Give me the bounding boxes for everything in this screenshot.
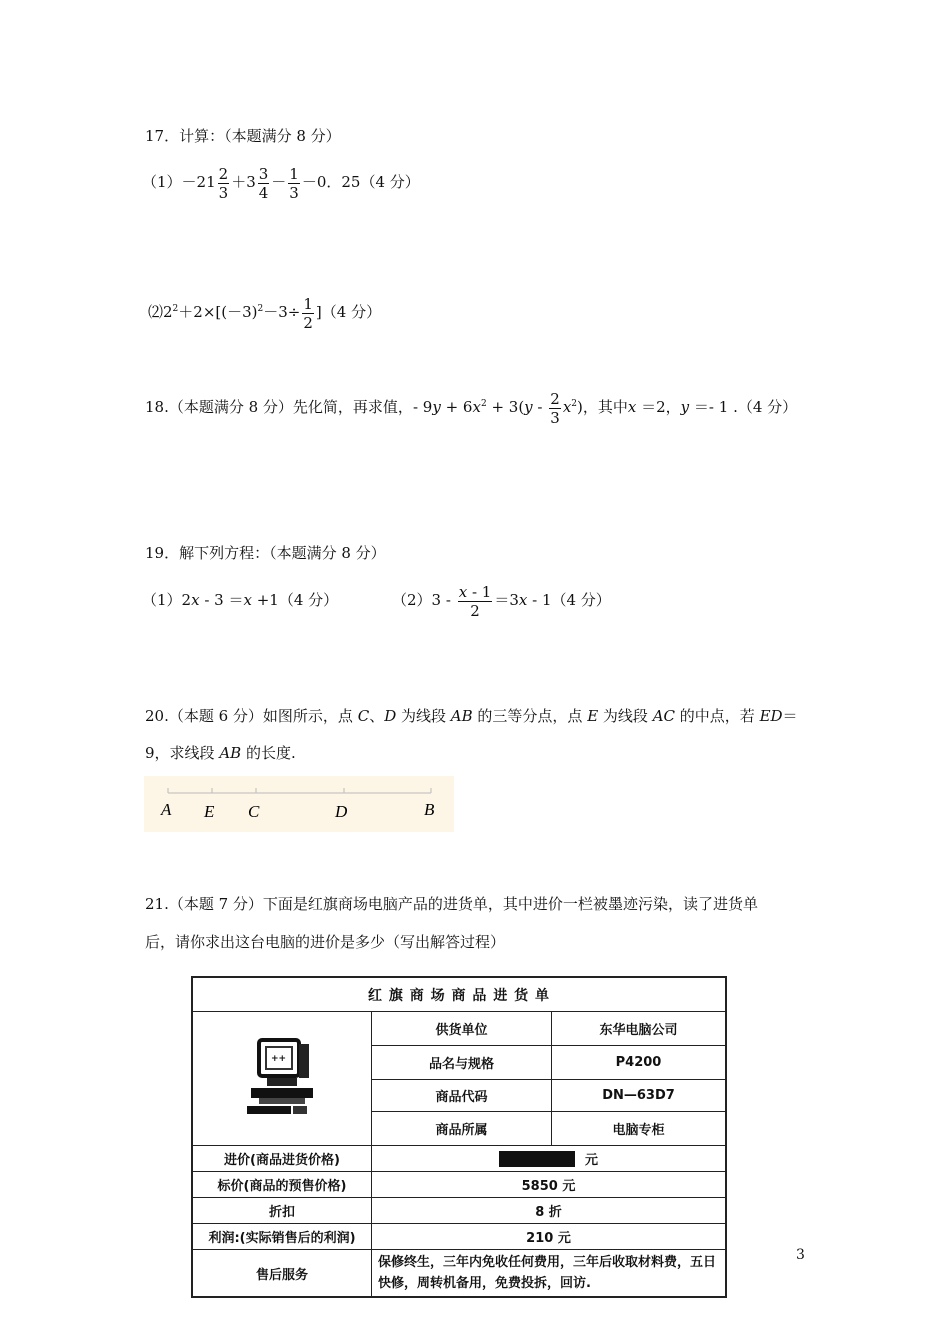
q19-p2-c: - 1（4 分） — [527, 591, 611, 609]
receipt-table — [191, 976, 727, 1298]
q18-e1: - 9 — [412, 398, 433, 416]
receipt-row-discount — [193, 1197, 725, 1223]
q17-p2-exp2: 2 — [257, 304, 264, 314]
q18-fraction: $\frac{2}{3}$ — [550, 389, 560, 427]
q18-mid: ，其中 — [582, 398, 628, 416]
price-value — [371, 1146, 725, 1171]
receipt-row-code — [372, 1079, 725, 1112]
receipt-row-price — [193, 1145, 725, 1171]
q17-fraction-1: $\frac{2}{3}$ — [218, 164, 229, 202]
q17-p2-suffix: ]（4 分） — [315, 303, 382, 321]
model-value: P4200 — [551, 1046, 725, 1079]
code-label: 商品代码 — [435, 1089, 488, 1105]
q20-line1 — [145, 706, 798, 726]
supplier-value: 东华电脑公司 — [551, 1012, 725, 1045]
q20-seg-ed: ED — [759, 707, 783, 725]
q18-y-val: ＝- 1 .（4 分） — [689, 398, 798, 416]
q18-exp2: 2 — [571, 399, 578, 409]
discount-label: 折扣 — [268, 1205, 295, 1220]
q20-point-e: E — [587, 707, 599, 725]
q19-p1-c: +1（4 分） — [251, 591, 339, 609]
label-e: E — [204, 802, 215, 821]
label-d: D — [335, 802, 348, 821]
receipt-row-model — [372, 1045, 725, 1079]
service-value — [371, 1250, 725, 1296]
q19-p1-x: x — [191, 591, 200, 609]
q19-p1-a: （1）2 — [142, 591, 192, 609]
receipt-title-row — [193, 978, 725, 1011]
q17-p1-prefix: （1）－21 — [142, 173, 216, 191]
q18-e2: + 6 — [440, 398, 473, 416]
category-value: 电脑专柜 — [551, 1112, 725, 1145]
label-b: B — [424, 800, 435, 819]
model-label: 品名与规格 — [428, 1056, 494, 1072]
q20-l1-f: ＝ — [782, 707, 798, 725]
receipt-detail-grid — [371, 1012, 725, 1145]
svg-text:++: ++ — [271, 1053, 287, 1064]
q19-p1-b: - 3 ＝ — [199, 591, 244, 609]
service-line1: 保修终生，三年内免收任何费用，三年后收取材料费，五日 — [378, 1255, 717, 1270]
q18-e3: + 3( — [486, 398, 525, 416]
receipt-row-profit — [193, 1223, 725, 1249]
ink-stain — [499, 1151, 575, 1167]
q17-p2-fraction: $\frac{1}{2}$ — [303, 294, 313, 332]
receipt-row-service — [193, 1249, 725, 1296]
q18-e5: ) — [577, 398, 583, 416]
q19-p2-a: （2）3 - — [392, 591, 456, 609]
q17-fraction-2: $\frac{3}{4}$ — [258, 164, 269, 202]
q17-title: 17．计算：（本题满分 8 分） — [145, 127, 341, 145]
q20-l2-a: 9，求线段 — [145, 744, 220, 762]
q20-l1-e: 的中点，若 — [675, 707, 760, 725]
q20-seg-ac: AC — [652, 707, 676, 725]
q20-point-d: D — [384, 707, 397, 725]
q19-fraction: $\frac{x - 1}{2}$ — [458, 582, 492, 620]
discount-value: 8 折 — [371, 1198, 725, 1223]
price-label: 进价(商品进货价格) — [224, 1153, 340, 1168]
computer-icon — [237, 1034, 327, 1124]
price-unit: 元 — [584, 1153, 598, 1168]
q17-part1 — [142, 163, 420, 202]
q18-var-y2: y — [524, 398, 533, 416]
q19-p2-b: ＝3 — [494, 591, 519, 609]
computer-image-cell — [193, 1012, 371, 1145]
q19-p1-x2: x — [243, 591, 252, 609]
q20-sep: 、 — [369, 707, 385, 725]
label-a: A — [161, 800, 172, 819]
q20-l1-d: 为线段 — [598, 707, 653, 725]
q18-var-x2: x — [562, 398, 572, 416]
label-c: C — [248, 802, 260, 821]
segment-diagram — [144, 776, 454, 832]
q18-y-var: y — [680, 398, 690, 416]
receipt-row-category — [372, 1111, 725, 1145]
q18-x-val: ＝2， — [636, 398, 681, 416]
q20-l1-c: 的三等分点，点 — [472, 707, 588, 725]
q17-p2-mid2: －3÷ — [263, 303, 301, 321]
q18-e4: - — [532, 398, 548, 416]
q17-p2-prefix: ⑵2 — [148, 303, 173, 321]
q19-part1 — [142, 581, 338, 619]
service-line2: 快修，周转机备用，免费投拆，回访. — [378, 1276, 591, 1291]
q20-line2 — [145, 743, 296, 763]
q20-point-c: C — [357, 707, 370, 725]
receipt-info-block — [193, 1011, 725, 1145]
q17-p2-exp1: 2 — [172, 304, 179, 314]
q17-part2 — [148, 290, 381, 332]
q17-p1-op1: ＋3 — [231, 173, 256, 191]
receipt-title: 红 旗 商 场 商 品 进 货 单 — [368, 987, 550, 1004]
q18-var-y: y — [432, 398, 441, 416]
q20-l1-a: 20.（本题 6 分）如图所示，点 — [145, 707, 358, 725]
q17-p2-mid: ＋2×[(－3) — [178, 303, 258, 321]
tag-label: 标价(商品的预售价格) — [217, 1179, 347, 1194]
category-label: 商品所属 — [435, 1123, 488, 1139]
service-label: 售后服务 — [255, 1267, 308, 1283]
tag-value: 5850 元 — [371, 1172, 725, 1197]
q18-exp: 2 — [480, 399, 487, 409]
code-value: DN—63D7 — [551, 1080, 725, 1112]
q21-line1: 21.（本题 7 分）下面是红旗商场电脑产品的进货单，其中进价一栏被墨迹污染，读了进货单 — [145, 895, 758, 913]
profit-label: 利润:(实际销售后的利润) — [208, 1231, 356, 1246]
profit-value: 210 元 — [371, 1224, 725, 1249]
q17-fraction-3: $\frac{1}{3}$ — [289, 164, 299, 202]
q18-var-x: x — [472, 398, 481, 416]
q17-p1-suffix: －0．25（4 分） — [301, 173, 420, 191]
receipt-row-tag — [193, 1171, 725, 1197]
q19-title: 19．解下列方程：（本题满分 8 分） — [145, 544, 386, 562]
q18-x-var: x — [627, 398, 637, 416]
q20-l2-b: 的长度. — [241, 744, 296, 762]
segment-figure — [144, 776, 454, 832]
q20-seg-ab2: AB — [219, 744, 242, 762]
supplier-label: 供货单位 — [435, 1022, 488, 1038]
q18-prefix: 18.（本题满分 8 分）先化简，再求值， — [145, 398, 413, 416]
q18-line — [145, 385, 797, 427]
q20-l1-b: 为线段 — [396, 707, 451, 725]
q21-line2: 后，请你求出这台电脑的进价是多少（写出解答过程） — [145, 933, 506, 951]
q19-p2-x: x — [518, 591, 528, 609]
page-number: 3 — [796, 1247, 805, 1263]
q20-seg-ab: AB — [450, 707, 473, 725]
receipt-row-supplier — [372, 1012, 725, 1045]
q17-p1-op2: － — [271, 173, 287, 191]
q19-part2 — [392, 581, 611, 620]
